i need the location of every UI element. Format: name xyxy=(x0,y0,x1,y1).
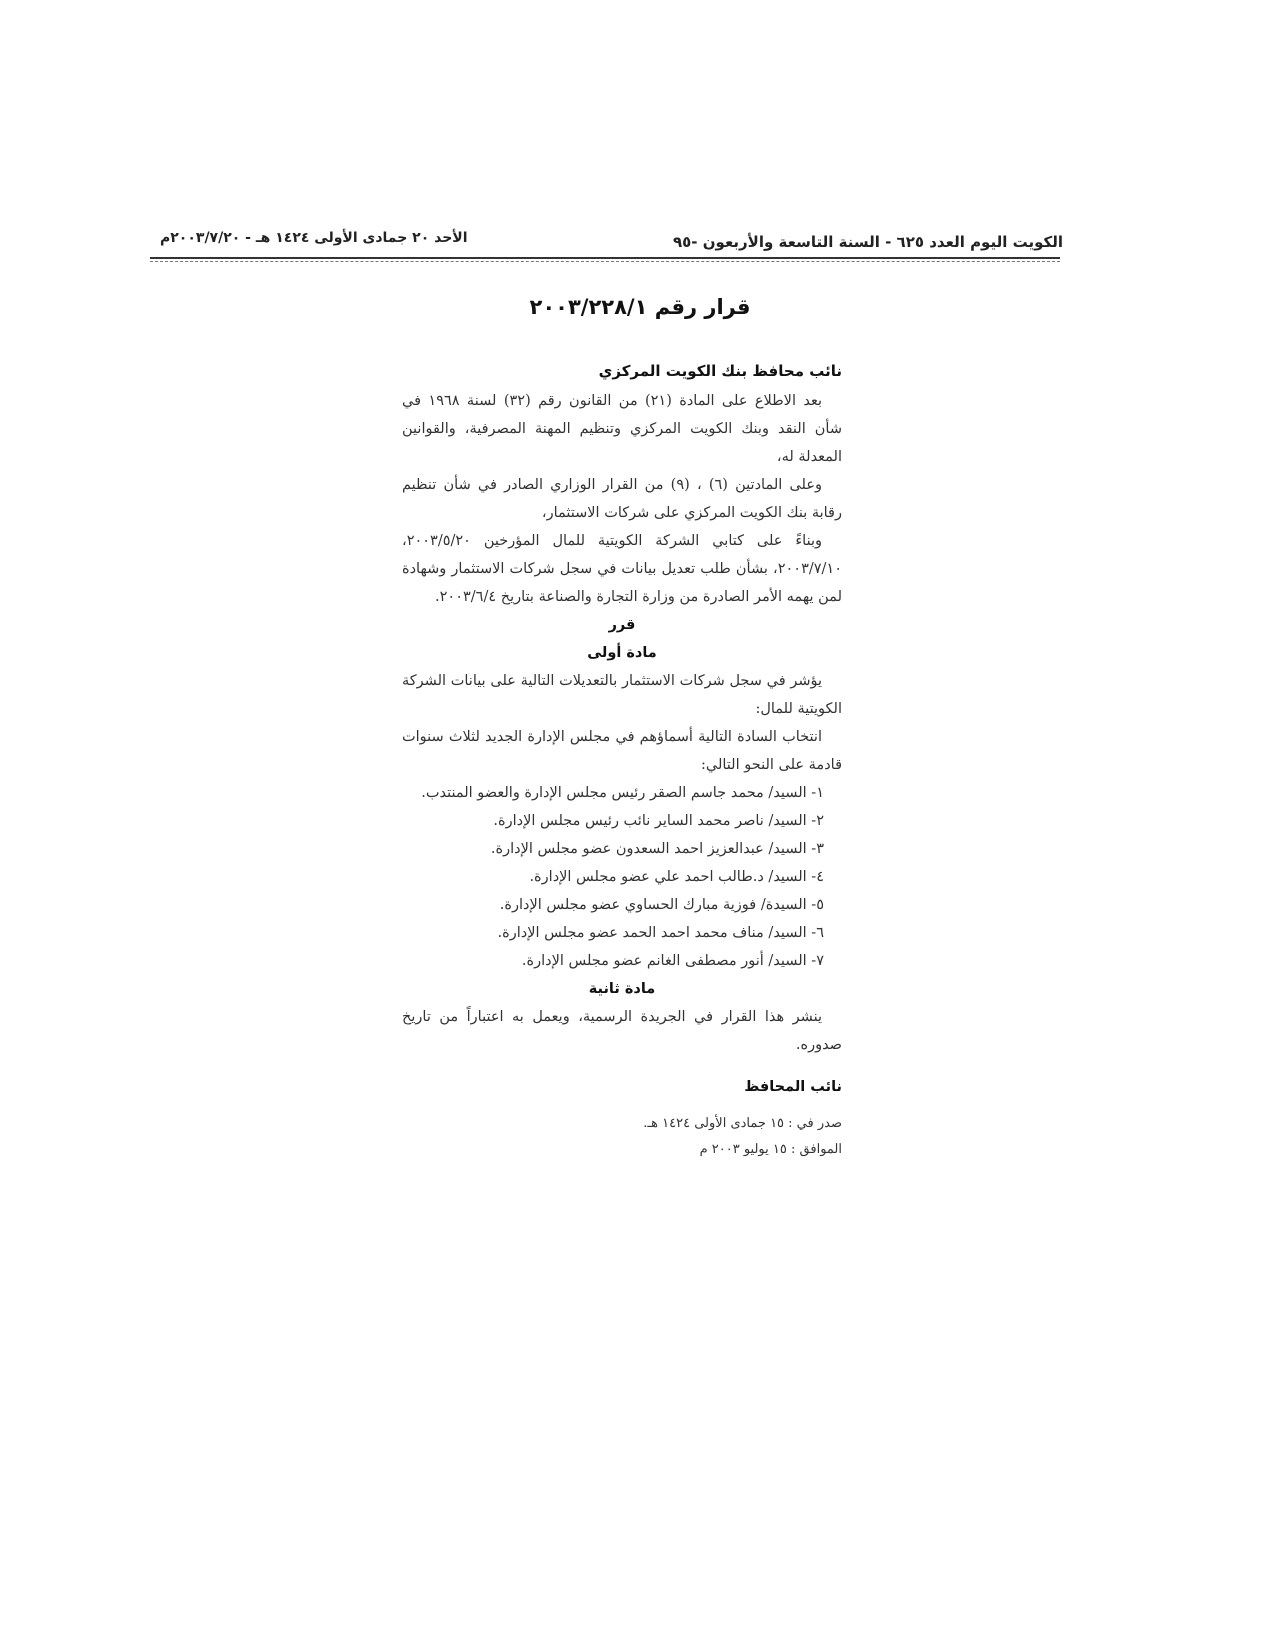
article-2-text: ينشر هذا القرار في الجريدة الرسمية، ويعمل به اعتباراً من تاريخ صدوره. xyxy=(402,1009,842,1053)
decision-body xyxy=(402,357,842,1163)
decision-title: قرار رقم ٢٠٠٣/٢٢٨/١ xyxy=(529,295,751,319)
preamble-paragraph: وبناءً على كتابي الشركة الكويتية للمال المؤرخين ٢٠٠٣/٥/٢٠، ٢٠٠٣/٧/١٠، بشأن طلب تعديل بيانات في سجل شركات الاستثمار وشهادة لمن يهمه الأمر الصادرة من وزارة التجارة والصناعة بتاريخ ٢٠٠٣/٦/٤. xyxy=(402,533,842,605)
issued-hijri-date: صدر في : ١٥ جمادى الأولى ١٤٢٤ هـ. xyxy=(643,1116,842,1131)
board-member-item: ٢- السيد/ ناصر محمد الساير نائب رئيس مجلس الإدارة. xyxy=(493,813,824,829)
header-date: الأحد ٢٠ جمادى الأولى ١٤٢٤ هـ - ٢٠٠٣/٧/٢٠م xyxy=(160,230,468,246)
article-1-heading: مادة أولى xyxy=(587,645,657,661)
header-rule xyxy=(150,257,1060,259)
board-member-item: ٤- السيد/ د.طالب احمد علي عضو مجلس الإدارة. xyxy=(529,869,824,885)
article-1-intro: يؤشر في سجل شركات الاستثمار بالتعديلات التالية على بيانات الشركة الكويتية للمال: xyxy=(402,673,842,717)
board-member-item: ٥- السيدة/ فوزية مبارك الحساوي عضو مجلس الإدارة. xyxy=(499,897,824,913)
board-member-item: ٣- السيد/ عبدالعزيز احمد السعدون عضو مجلس الإدارة. xyxy=(490,841,824,857)
header-rule-dashed xyxy=(150,261,1060,262)
header-issue: الكويت اليوم العدد ٦٢٥ - السنة التاسعة والأربعون -٩٥ xyxy=(672,233,1063,251)
preamble-paragraph: وعلى المادتين (٦) ، (٩) من القرار الوزاري الصادر في شأن تنظيم رقابة بنك الكويت المركزي على شركات الاستثمار، xyxy=(402,477,842,521)
preamble-paragraph: بعد الاطلاع على المادة (٢١) من القانون رقم (٣٢) لسنة ١٩٦٨ في شأن النقد وبنك الكويت المركزي وتنظيم المهنة المصرفية، والقوانين المعدلة له، xyxy=(402,393,842,465)
board-member-item: ٦- السيد/ مناف محمد احمد الحمد عضو مجلس الإدارة. xyxy=(497,925,824,941)
decided-heading: قرر xyxy=(608,617,636,633)
board-member-item: ١- السيد/ محمد جاسم الصقر رئيس مجلس الإدارة والعضو المنتدب. xyxy=(421,785,824,801)
article-1-election: انتخاب السادة التالية أسماؤهم في مجلس الإدارة الجديد لثلاث سنوات قادمة على النحو التالي: xyxy=(402,729,842,773)
signature: نائب المحافظ xyxy=(744,1079,842,1095)
issued-gregorian-date: الموافق : ١٥ يوليو ٢٠٠٣ م xyxy=(699,1142,842,1157)
article-2-heading: مادة ثانية xyxy=(588,981,656,997)
issuer-heading: نائب محافظ بنك الكويت المركزي xyxy=(598,362,842,380)
board-member-item: ٧- السيد/ أنور مصطفى الغانم عضو مجلس الإدارة. xyxy=(521,953,824,969)
